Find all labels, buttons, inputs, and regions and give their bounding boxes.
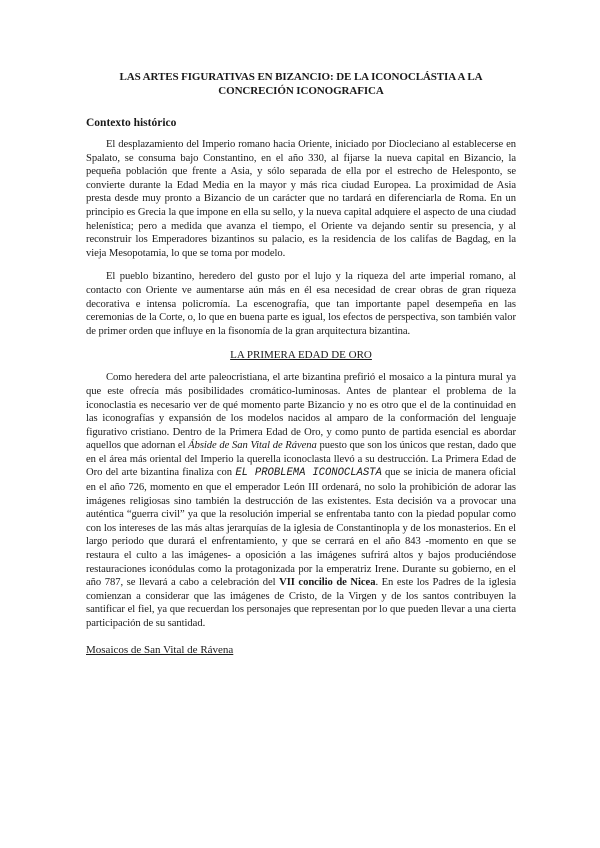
section-title-golden-age: LA PRIMERA EDAD DE ORO (230, 349, 372, 362)
document-title: LAS ARTES FIGURATIVAS EN BIZANCIO: DE LA ICONOCLÁSTIA A LA CONCRECIÓN ICONOGRAFICA (119, 71, 483, 97)
paragraph-3-text-2: puesto que son los únicos que restan, dado que en el área más oriental del Imperio la querella iconoclasta llevó a su destrucción. La Primera Edad de Oro del arte bizantina finaliza con (86, 440, 517, 479)
iconoclasm-term: EL PROBLEMA ICONOCLASTA (235, 467, 382, 480)
council-reference: VII concilio de Nicea (279, 577, 376, 589)
paragraph-2: El pueblo bizantino, heredero del gusto por el lujo y la riqueza del arte imperial romano, al contacto con Oriente ve aumentarse aún más en él esa necesidad de crear obras de gran riqueza decorativa e intensa policromía. La escenografía, que tan importante papel desempeña en las ceremonias de la Corte, o, lo que en buena parte es igual, los efectos de perspectiva, son también valor de primer orden que influye en la fisonomía de la gran arquitectura bizantina. (86, 271, 516, 337)
paragraph-3-text-1: Como heredera del arte paleocristiana, el arte bizantina prefirió el mosaico a la pintura mural ya que este ofrecía más posibilidades cromático-luminosas. Antes de plantear el problema de la iconoclastia es necesario ver de qué momento parte Bizancio y no es otro que el de la continuidad en las iconografías y expansión de los modelos nacidos al amparo de la conformación del lenguaje figurativo cristiano. Dentro de la Primera Edad de Oro, y como punto de partida esencial es abordar aquellos que adornan el (86, 372, 516, 452)
paragraph-3-text-4: . En este los Padres de la iglesia comienzan a considerar que las imágenes de Cristo, de la Virgen y de los santos contribuyen la santificar el fiel, ya que recuerdan los personajes que representan por lo que pueden llevar a una cierta participación de su santidad. (86, 577, 516, 629)
paragraph-3-text-3: que se inicia de manera oficial en el año 726, momento en que el emperador León III ordenará, no solo la prohibición de adorar las imágenes religiosas sino también la destrucción de las existentes. Esta decisión va a provocar una auténtica “guerra civil” ya que la resolución imperial se enfrentaba tanto con la piedad popular como con los intereses de las más altas jerarquías de la iglesia de Constantinopla y de los monasterios. En el largo periodo que durará el enfrentamiento, y que se cerrará en el año 843 -momento en que se restaura el culto a las imágenes- a oposición a las imágenes sufrirá altos y bajos produciéndose restauraciones iconódulas como la protagonizada por la emperatriz Irene. Durante su gobierno, en el año 787, se llevará a cabo a celebración del (86, 467, 516, 589)
subsection-title-mosaics: Mosaicos de San Vital de Rávena (86, 643, 234, 656)
apse-reference: Ábside de San Vital de Rávena (188, 440, 317, 452)
document-content (86, 70, 516, 657)
paragraph-1: El desplazamiento del Imperio romano hacia Oriente, iniciado por Diocleciano al establecerse en Spalato, se consuma bajo Constantino, en el año 330, al fijarse la nueva capital en Bizancio, la pequeña población que frente a Asia, y sólo separada de ella por el estrecho de Helesponto, se convierte durante la Edad Media en la mayor y más rica ciudad Europea. La proximidad de Asia presta desde muy pronto a Bizancio de un carácter que no tardará en diferenciarla de Roma. En un principio es Grecia la que impone en ella su sello, y la nueva capital adquiere el aspecto de una ciudad helenística; pero a medida que avanza el tiempo, el Oriente va dejando sentir su presencia, y al reconstruir los Emperadores bizantinos su palacio, es la residencia de los califas de Bagdag, en la vieja Mesopotamia, lo que se toma por modelo. (86, 139, 516, 259)
context-heading: Contexto histórico (86, 117, 177, 129)
paragraph-3 (86, 371, 516, 630)
